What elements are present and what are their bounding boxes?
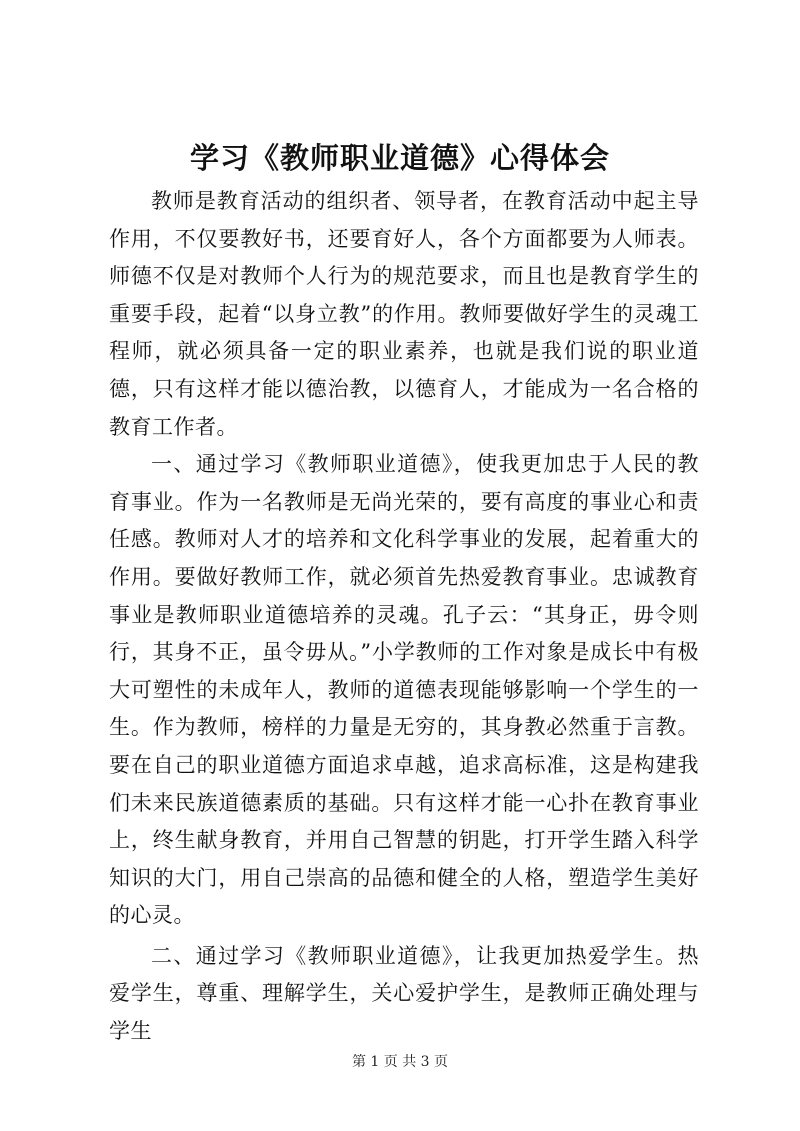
page-number-footer: 第 1 页 共 3 页: [351, 1054, 449, 1070]
paragraph-section-two: 二、通过学习《教师职业道德》，让我更加热爱学生。热爱学生，尊重、理解学生，关心爱护学生，是教师正确处理与学生: [109, 943, 699, 1044]
document-body: [109, 183, 699, 1051]
paragraph-section-one: 一、通过学习《教师职业道德》，使我更加忠于人民的教育事业。作为一名教师是无尚光荣的，要有高度的事业心和责任感。教师对人才的培养和文化科学事业的发展，起着重大的作用。要做好教师工作，就必须首先热爱教育事业。忠诚教育事业是教师职业道德培养的灵魂。孔子云：“其身正，毋令则行，其身不正，虽令毋从。”小学教师的工作对象是成长中有极大可塑性的未成年人，教师的道德表现能够影响一个学生的一生。作为教师，榜样的力量是无穷的，其身教必然重于言教。要在自己的职业道德方面追求卓越，追求高标准，这是构建我们未来民族道德素质的基础。只有这样才能一心扑在教育事业上，终生献身教育，并用自己智慧的钥匙，打开学生踏入科学知识的大门，用自己崇高的品德和健全的人格，塑造学生美好的心灵。: [109, 452, 699, 928]
document-title: 学习《教师职业道德》心得体会: [189, 141, 610, 175]
paragraph-intro: 教师是教育活动的组织者、领导者，在教育活动中起主导作用，不仅要教好书，还要育好人，各个方面都要为人师表。师德不仅是对教师个人行为的规范要求，而且也是教育学生的重要手段，起着“以身立教”的作用。教师要做好学生的灵魂工程师，就必须具备一定的职业素养，也就是我们说的职业道德，只有这样才能以德治教，以德育人，才能成为一名合格的教育工作者。: [109, 189, 699, 439]
